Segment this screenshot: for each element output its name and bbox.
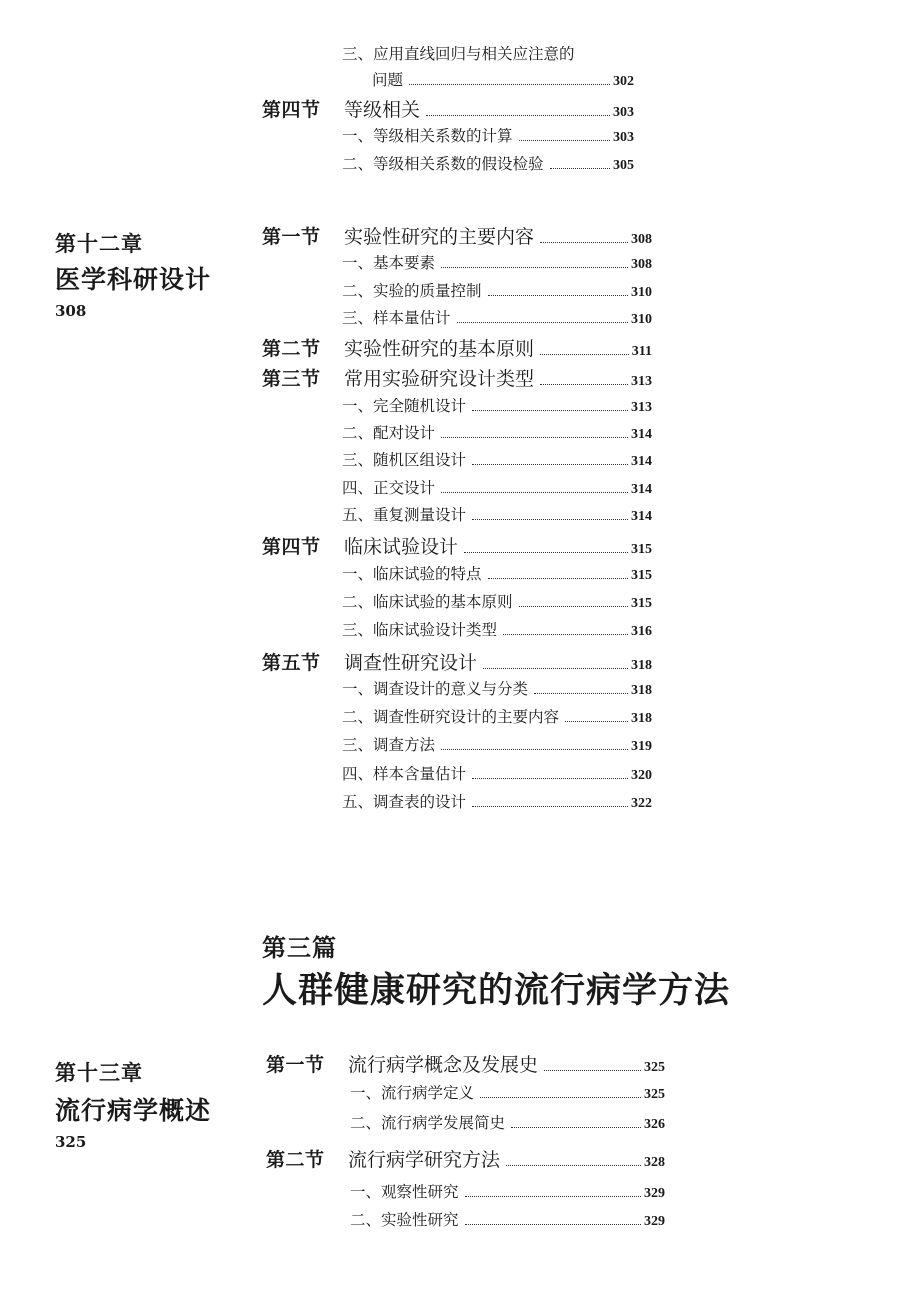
page-number: 310 <box>631 312 652 327</box>
chapter-label: 第十三章 <box>55 1060 143 1085</box>
toc-section-row[interactable] <box>262 334 652 361</box>
page-number: 318 <box>631 658 652 673</box>
toc-item-row[interactable] <box>342 733 652 755</box>
chapter-page: 308 <box>55 302 87 320</box>
toc-item-row[interactable] <box>342 762 652 784</box>
page-number: 310 <box>631 285 652 300</box>
item-title: 二、临床试验的基本原则 <box>342 593 513 611</box>
toc-item-row[interactable] <box>342 448 652 470</box>
page-number: 315 <box>631 542 652 557</box>
page-number: 325 <box>644 1087 665 1102</box>
toc-item-row[interactable] <box>342 152 634 174</box>
dot-leader <box>565 721 628 722</box>
item-title: 二、流行病学发展简史 <box>350 1114 506 1132</box>
dot-leader <box>540 384 628 385</box>
toc-item-row[interactable] <box>342 42 634 64</box>
item-title: 三、随机区组设计 <box>342 451 467 469</box>
toc-section-row[interactable] <box>266 1145 665 1172</box>
page-number: 313 <box>631 374 652 389</box>
page-number: 320 <box>631 768 652 783</box>
item-title: 一、调查设计的意义与分类 <box>342 680 529 698</box>
toc-item-row[interactable] <box>342 421 652 443</box>
toc-item-row[interactable] <box>342 394 652 416</box>
dot-leader <box>488 295 628 296</box>
dot-leader <box>441 437 628 438</box>
section-label: 第四节 <box>262 536 321 558</box>
page-number: 303 <box>613 130 634 145</box>
item-title: 三、应用直线回归与相关应注意的 <box>342 45 575 63</box>
dot-leader <box>426 115 610 116</box>
item-title: 一、观察性研究 <box>350 1183 459 1201</box>
page-number: 308 <box>631 257 652 272</box>
page-number: 316 <box>631 624 652 639</box>
toc-item-row[interactable] <box>350 1081 665 1103</box>
dot-leader <box>544 1070 641 1071</box>
section-title: 常用实验研究设计类型 <box>344 368 535 390</box>
dot-leader <box>540 354 629 355</box>
dot-leader <box>465 1196 641 1197</box>
item-title: 二、配对设计 <box>342 424 436 442</box>
item-title: 一、临床试验的特点 <box>342 565 482 583</box>
dot-leader <box>472 410 628 411</box>
section-label: 第一节 <box>266 1054 325 1076</box>
chapter-12-heading <box>55 228 211 320</box>
item-title: 五、调查表的设计 <box>342 793 467 811</box>
dot-leader <box>503 634 628 635</box>
toc-item-row[interactable] <box>342 618 652 640</box>
dot-leader <box>457 322 628 323</box>
part-3-heading <box>262 928 730 1013</box>
toc-item-row[interactable] <box>350 1111 665 1133</box>
item-title: 三、调查方法 <box>342 736 436 754</box>
page-number: 313 <box>631 400 652 415</box>
dot-leader <box>483 668 628 669</box>
dot-leader <box>540 242 628 243</box>
section-title: 流行病学概念及发展史 <box>348 1054 539 1076</box>
dot-leader <box>506 1165 641 1166</box>
page-number: 325 <box>644 1060 665 1075</box>
section-label: 第一节 <box>262 226 321 248</box>
page-number: 314 <box>631 454 652 469</box>
item-title: 一、完全随机设计 <box>342 397 467 415</box>
section-title: 调查性研究设计 <box>344 652 478 674</box>
dot-leader <box>519 606 628 607</box>
page-number: 326 <box>644 1117 665 1132</box>
page-number: 303 <box>613 105 634 120</box>
toc-item-row[interactable] <box>342 562 652 584</box>
page-number: 314 <box>631 509 652 524</box>
dot-leader <box>472 778 628 779</box>
part-title: 人群健康研究的流行病学方法 <box>262 970 731 1011</box>
toc-item-row[interactable] <box>342 306 652 328</box>
part-label: 第三篇 <box>262 933 337 962</box>
page-number: 314 <box>631 482 652 497</box>
page-number: 314 <box>631 427 652 442</box>
toc-item-row[interactable] <box>342 503 652 525</box>
item-title: 三、样本量估计 <box>342 309 451 327</box>
dot-leader <box>480 1097 641 1098</box>
item-title: 二、实验的质量控制 <box>342 282 482 300</box>
dot-leader <box>472 464 628 465</box>
section-label: 第二节 <box>266 1149 325 1171</box>
page-number: 329 <box>644 1186 665 1201</box>
section-title: 临床试验设计 <box>344 536 459 558</box>
dot-leader <box>441 492 628 493</box>
toc-item-row[interactable] <box>350 1208 665 1230</box>
toc-item-row[interactable] <box>342 251 652 273</box>
item-title: 三、临床试验设计类型 <box>342 621 498 639</box>
item-title: 二、等级相关系数的假设检验 <box>342 155 544 173</box>
toc-section-row[interactable] <box>266 1050 665 1077</box>
item-title: 二、调查性研究设计的主要内容 <box>342 708 560 726</box>
item-title: 二、实验性研究 <box>350 1211 459 1229</box>
page-number: 318 <box>631 683 652 698</box>
toc-section-row[interactable] <box>262 222 652 249</box>
section-label: 第四节 <box>262 99 321 121</box>
item-title: 四、样本含量估计 <box>342 765 467 783</box>
item-title: 问题 <box>372 71 404 89</box>
toc-item-row[interactable] <box>342 590 652 612</box>
toc-item-row[interactable] <box>342 279 652 301</box>
dot-leader <box>409 84 610 85</box>
dot-leader <box>441 267 628 268</box>
section-label: 第二节 <box>262 338 321 360</box>
toc-item-row[interactable] <box>350 1180 665 1202</box>
page-number: 311 <box>631 344 652 359</box>
page-number: 315 <box>631 568 652 583</box>
dot-leader <box>441 749 628 750</box>
toc-item-row[interactable] <box>342 790 652 812</box>
page-number: 315 <box>631 596 652 611</box>
toc-section-row[interactable] <box>262 648 652 675</box>
toc-item-row[interactable] <box>342 705 652 727</box>
dot-leader <box>511 1127 641 1128</box>
page-number: 318 <box>631 711 652 726</box>
page-number: 308 <box>631 232 652 247</box>
page-number: 329 <box>644 1214 665 1229</box>
item-title: 四、正交设计 <box>342 479 436 497</box>
toc-section-row[interactable] <box>262 532 652 559</box>
chapter-13-heading <box>55 1057 211 1151</box>
toc-section-row[interactable] <box>262 95 634 122</box>
toc-item-row[interactable] <box>342 476 652 498</box>
section-title: 流行病学研究方法 <box>348 1149 501 1171</box>
dot-leader <box>464 552 628 553</box>
section-label: 第五节 <box>262 652 321 674</box>
toc-section-row[interactable] <box>262 364 652 391</box>
toc-item-row[interactable] <box>372 68 634 90</box>
section-title: 等级相关 <box>344 99 421 121</box>
toc-item-row[interactable] <box>342 124 634 146</box>
dot-leader <box>465 1224 641 1225</box>
chapter-label: 第十二章 <box>55 231 143 256</box>
page-number: 319 <box>631 739 652 754</box>
page-number: 328 <box>644 1155 665 1170</box>
dot-leader <box>519 140 610 141</box>
dot-leader <box>550 168 610 169</box>
item-title: 一、流行病学定义 <box>350 1084 475 1102</box>
item-title: 五、重复测量设计 <box>342 506 467 524</box>
section-label: 第三节 <box>262 368 321 390</box>
section-title: 实验性研究的主要内容 <box>344 226 535 248</box>
dot-leader <box>472 519 628 520</box>
section-title: 实验性研究的基本原则 <box>344 338 535 360</box>
dot-leader <box>488 578 628 579</box>
toc-item-row[interactable] <box>342 677 652 699</box>
chapter-page: 325 <box>55 1133 87 1151</box>
dot-leader <box>534 693 628 694</box>
chapter-title: 医学科研设计 <box>55 265 212 294</box>
item-title: 一、等级相关系数的计算 <box>342 127 513 145</box>
page-number: 302 <box>613 74 634 89</box>
page-number: 322 <box>631 796 652 811</box>
item-title: 一、基本要素 <box>342 254 436 272</box>
dot-leader <box>472 806 628 807</box>
page-number: 305 <box>613 158 634 173</box>
chapter-title: 流行病学概述 <box>55 1096 212 1125</box>
